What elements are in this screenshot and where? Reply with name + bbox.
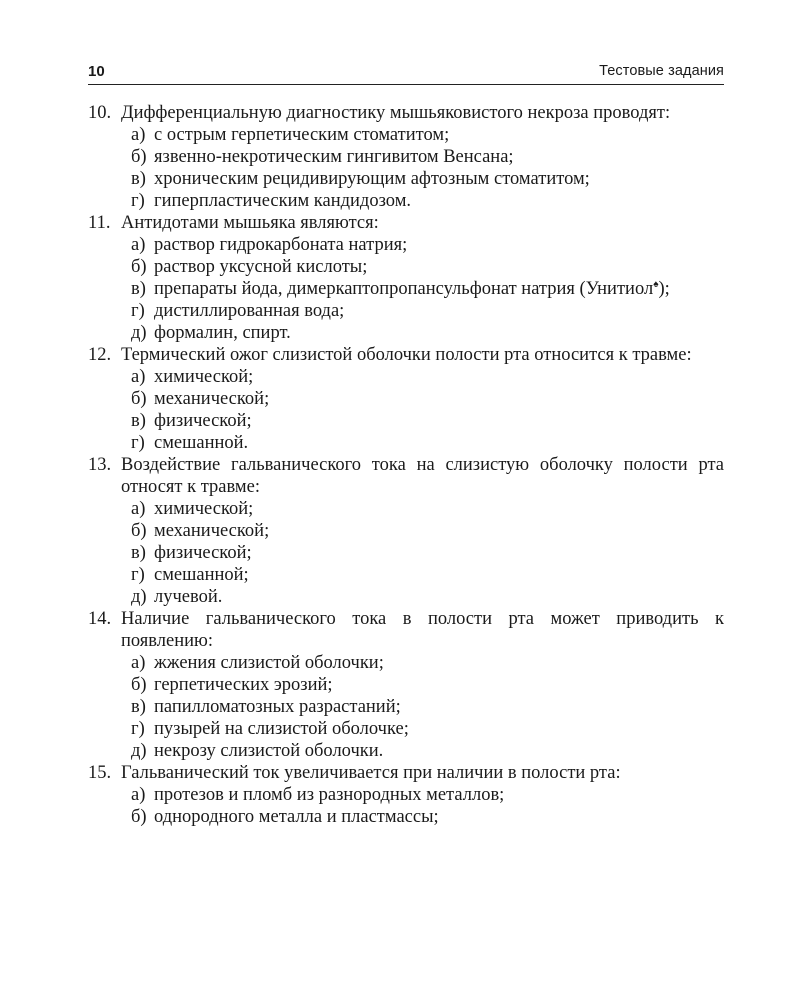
answer-option — [131, 278, 724, 300]
option-text: гиперпластическим кандидозом. — [154, 191, 412, 211]
option-text: раствор гидрокарбоната натрия; — [154, 235, 408, 255]
option-text: физической; — [154, 543, 252, 563]
question-stem: Термический ожог слизистой оболочки полости рта относится к травме: — [121, 345, 692, 365]
option-letter: б) — [131, 675, 147, 695]
answer-option — [131, 366, 724, 388]
answer-option — [131, 322, 724, 344]
option-letter: а) — [131, 125, 146, 145]
option-letter: г) — [131, 565, 145, 585]
answer-option — [131, 542, 724, 564]
answer-options — [121, 234, 724, 344]
option-letter: в) — [131, 697, 146, 717]
answer-option — [131, 696, 724, 718]
question-stem: Дифференциальную диагностику мышьяковистого некроза проводят: — [121, 103, 671, 123]
option-letter: в) — [131, 169, 146, 189]
page-number: 10 — [88, 63, 105, 80]
option-letter: а) — [131, 499, 146, 519]
option-letter: а) — [131, 235, 146, 255]
answer-options — [121, 652, 724, 762]
answer-option — [131, 190, 724, 212]
answer-option — [131, 432, 724, 454]
option-letter: а) — [131, 785, 146, 805]
answer-option — [131, 784, 724, 806]
answer-option — [131, 300, 724, 322]
question-stem: Наличие гальванического тока в полости рта может приводить к появлению: — [121, 609, 724, 651]
answer-option — [131, 586, 724, 608]
question-stem: Воздействие гальванического тока на слизистую оболочку полости рта относят к травме: — [121, 455, 724, 497]
option-text: физической; — [154, 411, 252, 431]
answer-option — [131, 124, 724, 146]
question-number: 12. — [88, 345, 112, 365]
question-number: 14. — [88, 609, 112, 629]
option-letter: б) — [131, 389, 147, 409]
question-stem: Антидотами мышьяка являются: — [121, 213, 379, 233]
option-letter: б) — [131, 147, 147, 167]
answer-option — [131, 564, 724, 586]
answer-option — [131, 718, 724, 740]
option-text: смешанной; — [154, 565, 249, 585]
option-text: жжения слизистой оболочки; — [154, 653, 384, 673]
question-list — [88, 102, 724, 828]
option-text: пузырей на слизистой оболочке; — [154, 719, 409, 739]
answer-options — [121, 124, 724, 212]
option-letter: г) — [131, 433, 145, 453]
question-number: 15. — [88, 763, 112, 783]
option-text: смешанной. — [154, 433, 249, 453]
option-text: с острым герпетическим стоматитом; — [154, 125, 450, 145]
option-text: протезов и пломб из разнородных металлов; — [154, 785, 505, 805]
answer-options — [121, 498, 724, 608]
option-text: лучевой. — [154, 587, 223, 607]
option-letter: б) — [131, 807, 147, 827]
answer-options — [121, 366, 724, 454]
answer-options — [121, 784, 724, 828]
question-10 — [88, 102, 724, 212]
option-text: язвенно-некротическим гингивитом Венсана; — [154, 147, 514, 167]
option-text: химической; — [154, 499, 254, 519]
answer-option — [131, 652, 724, 674]
question-11 — [88, 212, 724, 344]
section-title: Тестовые задания — [599, 63, 724, 79]
answer-option — [131, 168, 724, 190]
option-letter: в) — [131, 543, 146, 563]
option-text: папилломатозных разрастаний; — [154, 697, 401, 717]
option-letter: д) — [131, 587, 147, 607]
answer-option — [131, 388, 724, 410]
answer-option — [131, 410, 724, 432]
option-text: дистиллированная вода; — [154, 301, 345, 321]
option-letter: в) — [131, 279, 146, 299]
answer-option — [131, 740, 724, 762]
option-text: некрозу слизистой оболочки. — [154, 741, 384, 761]
option-letter: д) — [131, 323, 147, 343]
question-number: 11. — [88, 213, 111, 233]
option-text: препараты йода, димеркаптопропансульфонат натрия (Унитиол — [154, 279, 654, 299]
option-text: герпетических эрозий; — [154, 675, 333, 695]
trademark-mark-icon: ♠ — [653, 279, 659, 290]
option-letter: а) — [131, 367, 146, 387]
question-stem: Гальванический ток увеличивается при наличии в полости рта: — [121, 763, 621, 783]
option-text: механической; — [154, 521, 270, 541]
option-text: раствор уксусной кислоты; — [154, 257, 368, 277]
question-15 — [88, 762, 724, 828]
running-head — [88, 60, 724, 85]
answer-option — [131, 146, 724, 168]
option-text: хроническим рецидивирующим афтозным стоматитом; — [154, 169, 590, 189]
option-text: однородного металла и пластмассы; — [154, 807, 439, 827]
option-letter: б) — [131, 257, 147, 277]
question-13 — [88, 454, 724, 608]
option-letter: д) — [131, 741, 147, 761]
question-number: 10. — [88, 103, 112, 123]
option-letter: г) — [131, 719, 145, 739]
answer-option — [131, 674, 724, 696]
option-letter: г) — [131, 191, 145, 211]
answer-option — [131, 234, 724, 256]
option-letter: а) — [131, 653, 146, 673]
option-text: химической; — [154, 367, 254, 387]
answer-option — [131, 256, 724, 278]
option-letter: г) — [131, 301, 145, 321]
option-letter: в) — [131, 411, 146, 431]
answer-option — [131, 806, 724, 828]
question-14 — [88, 608, 724, 762]
answer-option — [131, 498, 724, 520]
option-text: формалин, спирт. — [154, 323, 291, 343]
answer-option — [131, 520, 724, 542]
option-letter: б) — [131, 521, 147, 541]
option-text: механической; — [154, 389, 270, 409]
question-12 — [88, 344, 724, 454]
option-text-end: ); — [658, 279, 670, 299]
question-number: 13. — [88, 455, 112, 475]
